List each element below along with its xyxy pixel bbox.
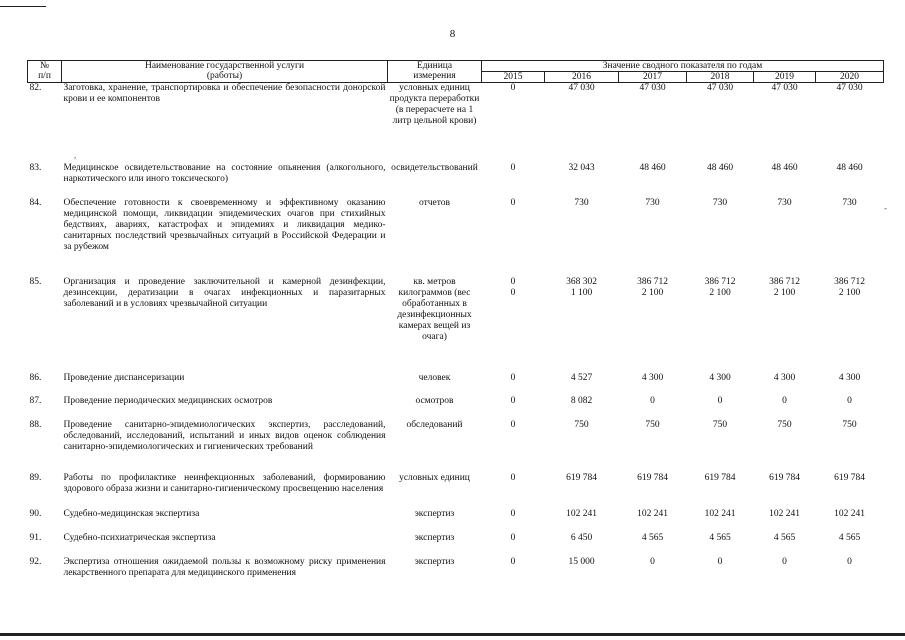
value-2017 — [619, 277, 687, 373]
unit-of-measure: экспертиз — [414, 556, 455, 567]
unit-of-measure: экспертиз — [414, 508, 455, 519]
value-secondary: 2 100 — [838, 287, 861, 298]
value-2017: 102 241 — [637, 508, 668, 519]
table-row — [28, 473, 884, 509]
service-name: Работы по профилактике неинфекционных заболеваний, формированию здорового образа жизни и санитарно-гигиеническому просвещению населения — [63, 472, 386, 494]
value-2018: 102 241 — [704, 508, 736, 519]
value-2016: 750 — [574, 419, 589, 430]
value-primary: 386 712 — [704, 276, 736, 287]
value-2017: 48 460 — [639, 162, 666, 173]
table-row — [28, 373, 884, 396]
value-2020 — [816, 277, 884, 373]
service-name: Судебно-медицинская экспертиза — [63, 508, 200, 519]
table-row — [28, 163, 884, 198]
header-num-line1: № — [39, 61, 50, 71]
value-2016: 32 043 — [568, 162, 595, 173]
value-2015: 0 — [510, 472, 516, 483]
value-2015: 0 — [510, 508, 516, 519]
value-2018: 47 030 — [706, 83, 734, 93]
value-secondary: 1 100 — [570, 287, 593, 298]
value-2017: 730 — [645, 197, 660, 208]
row-number: 86. — [29, 372, 42, 383]
header-num-line2: п/п — [38, 71, 51, 81]
service-name: Обеспечение готовности к своевременному и эффективному оказанию медицинской помощи, ликвидации эпидемических очагов при стихийных бедствиях, авариях, катастрофах и эпидемиях и ликвидация медико-санитарных последствий чрезвычайных ситуаций в Российской Федерации и за рубежом — [63, 197, 386, 252]
value-2016: 4 527 — [570, 372, 593, 383]
value-primary: 386 712 — [834, 276, 865, 287]
value-primary: 368 302 — [566, 276, 597, 287]
row-number: 85. — [29, 276, 42, 287]
header-name — [62, 61, 388, 83]
value-2019: 750 — [777, 419, 792, 430]
value-2018: 4 300 — [709, 372, 731, 383]
value-2019: 619 784 — [769, 472, 800, 483]
value-2016: 730 — [574, 197, 589, 208]
header-name-line1: Наименование государственной услуги — [144, 61, 305, 71]
header-year: 2020 — [816, 72, 884, 83]
row-number: 84. — [29, 197, 42, 208]
service-name: Проведение санитарно-эпидемиологических экспертиз, расследований, обследований, исследований, испытаний и иных видов оценок соблюдения санитарно-эпидемиологических и гигиенических требований — [63, 419, 386, 452]
bottom-rule — [0, 633, 905, 636]
value-2018: 750 — [712, 419, 728, 430]
value-2016: 619 784 — [566, 472, 597, 483]
value-2017: 619 784 — [637, 472, 668, 483]
table-row — [28, 509, 884, 533]
unit-of-measure: условных единиц продукта переработки (в перерасчете на 1 литр цельной крови) — [389, 83, 480, 126]
value-2015: 0 — [510, 83, 516, 93]
header-year: 2019 — [754, 72, 816, 83]
value-2019: 730 — [777, 197, 792, 208]
unit-of-measure: осмотров — [415, 395, 454, 406]
value-2015: 0 — [510, 372, 516, 383]
header-year: 2016 — [545, 72, 619, 83]
value-2020: 102 241 — [834, 508, 865, 519]
value-secondary: 0 — [510, 287, 516, 298]
header-year: 2015 — [482, 72, 545, 83]
service-name: Организация и проведение заключительной и камерной дезинфекции, дезинсекции, дератизации в очагах инфекционных и паразитарных заболеваний и в условиях чрезвычайной ситуации — [63, 276, 386, 309]
row-number: 83. — [29, 162, 42, 173]
services-table — [27, 60, 884, 583]
service-name: Экспертиза отношения ожидаемой пользы к возможному риску применения лекарственного препарата для медицинского применения — [63, 556, 386, 578]
value-2017: 0 — [650, 556, 655, 567]
service-name: Проведение периодических медицинских осмотров — [63, 395, 273, 406]
unit-of-measure: освидетельствований — [391, 162, 478, 173]
value-2020: 47 030 — [836, 83, 863, 93]
value-2017: 4 300 — [641, 372, 664, 383]
table-row — [28, 198, 884, 277]
unit-of-measure: экспертиз — [414, 532, 455, 543]
value-2020: 619 784 — [834, 472, 865, 483]
value-2020: 48 460 — [836, 162, 863, 173]
value-2015: 0 — [510, 162, 516, 173]
table-header — [28, 61, 884, 83]
value-2016: 47 030 — [568, 83, 595, 93]
value-2015: 0 — [510, 419, 516, 430]
value-2020: 4 300 — [838, 372, 861, 383]
value-2019: 47 030 — [771, 83, 798, 93]
unit-of-measure: человек — [418, 372, 451, 383]
unit-of-measure: условных единиц — [399, 472, 470, 483]
service-name: Судебно-психиатрическая экспертиза — [63, 532, 216, 543]
header-unit — [388, 61, 482, 83]
row-number: 89. — [29, 472, 42, 483]
value-2015: 0 — [510, 197, 516, 208]
row-number: 91. — [29, 532, 42, 543]
page-number: 8 — [449, 28, 456, 40]
value-secondary: 2 100 — [773, 287, 796, 298]
service-name: Заготовка, хранение, транспортировка и обеспечение безопасности донорской крови и ее компонентов — [63, 83, 386, 104]
unit-of-measure: обследований — [406, 419, 463, 430]
table-row — [28, 420, 884, 473]
value-2019: 4 300 — [773, 372, 796, 383]
value-secondary: 2 100 — [709, 287, 731, 298]
header-values-title: Значение сводного показателя по годам — [482, 61, 884, 72]
value-2020: 0 — [847, 395, 852, 406]
value-2016 — [545, 277, 619, 373]
value-2018: 0 — [717, 395, 723, 406]
value-2016: 8 082 — [570, 395, 593, 406]
value-2019: 0 — [782, 395, 787, 406]
service-name: Проведение диспансеризации — [63, 372, 185, 383]
table-row — [28, 277, 884, 373]
value-2020: 750 — [842, 419, 857, 430]
value-2016: 102 241 — [566, 508, 597, 519]
table-row — [28, 557, 884, 583]
value-primary: 0 — [510, 276, 516, 287]
value-2018: 0 — [717, 556, 723, 567]
service-name: Медицинское освидетельствование на состояние опьянения (алкогольного, наркотического или иного токсического) — [63, 162, 386, 184]
value-2018: 48 460 — [706, 162, 734, 173]
unit-primary: кв. метров — [413, 276, 456, 287]
unit-of-measure: отчетов — [418, 197, 451, 208]
value-2018: 619 784 — [704, 472, 736, 483]
header-unit-line1: Единица — [416, 61, 453, 71]
scan-mark: , — [74, 150, 77, 160]
table-row — [28, 533, 884, 557]
top-rule — [0, 6, 46, 7]
header-num — [28, 61, 62, 83]
value-2018 — [687, 277, 754, 373]
value-2018: 4 565 — [709, 532, 731, 543]
value-2015: 0 — [510, 532, 516, 543]
value-2017: 47 030 — [639, 83, 666, 93]
value-2016: 15 000 — [568, 556, 595, 567]
row-number: 88. — [29, 419, 42, 430]
value-2019: 48 460 — [771, 162, 798, 173]
table-row — [28, 83, 884, 163]
row-number: 90. — [29, 508, 42, 519]
value-2019: 4 565 — [773, 532, 796, 543]
value-2020: 0 — [847, 556, 852, 567]
value-2020: 4 565 — [838, 532, 861, 543]
value-2015: 0 — [510, 395, 516, 406]
header-unit-line2: измерения — [413, 71, 456, 81]
header-year: 2017 — [619, 72, 687, 83]
value-2019 — [754, 277, 816, 373]
value-2018: 730 — [712, 197, 728, 208]
value-2017: 750 — [645, 419, 660, 430]
row-number: 82. — [29, 83, 42, 93]
unit-secondary: килограммов (вес обработанных в дезинфекционных камерах вещей из очага) — [397, 287, 472, 342]
table-row — [28, 396, 884, 420]
scan-mark: - — [884, 203, 887, 213]
header-year: 2018 — [687, 72, 754, 83]
value-secondary: 2 100 — [641, 287, 664, 298]
header-name-line2: (работы) — [206, 71, 243, 81]
value-2015 — [482, 277, 545, 373]
value-2016: 6 450 — [570, 532, 593, 543]
unit-of-measure — [388, 277, 482, 373]
row-number: 92. — [29, 556, 42, 567]
value-2020: 730 — [842, 197, 857, 208]
value-primary: 386 712 — [769, 276, 800, 287]
value-primary: 386 712 — [637, 276, 668, 287]
value-2019: 0 — [782, 556, 787, 567]
value-2017: 0 — [650, 395, 655, 406]
value-2017: 4 565 — [641, 532, 664, 543]
value-2019: 102 241 — [769, 508, 800, 519]
value-2015: 0 — [510, 556, 516, 567]
row-number: 87. — [29, 395, 42, 406]
